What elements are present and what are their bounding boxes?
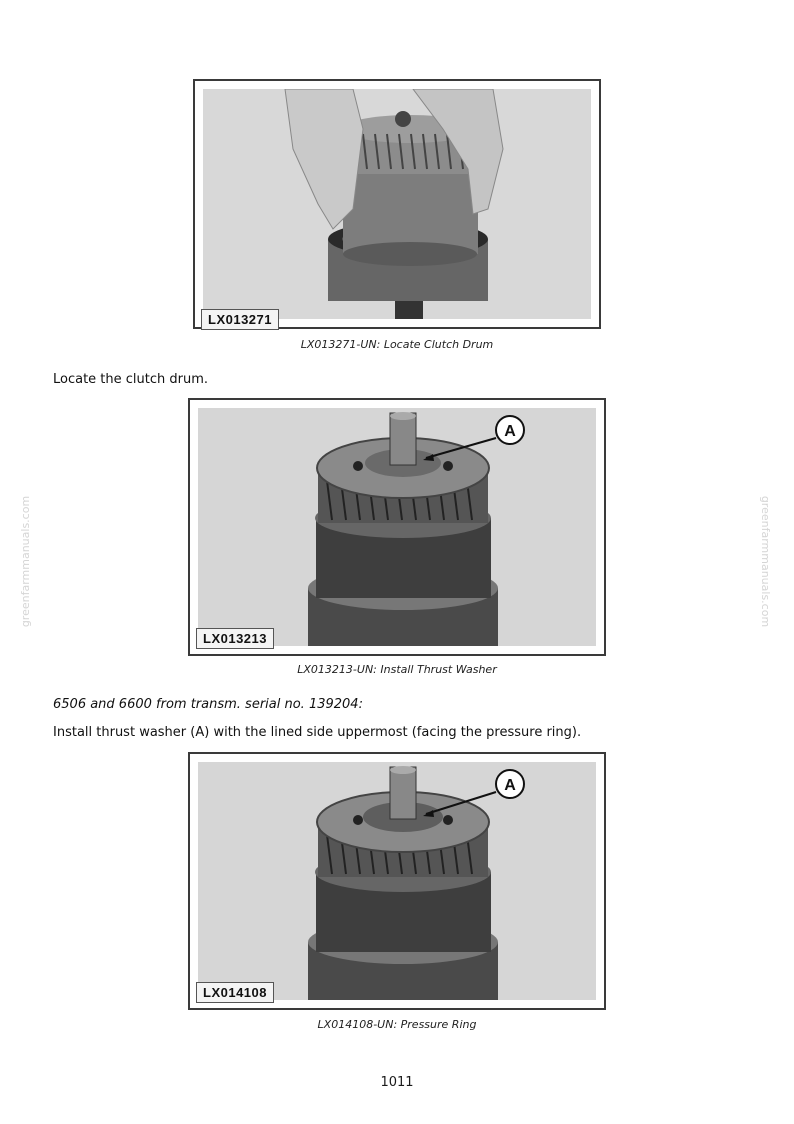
clutch-drum-photo [203,89,591,319]
figure-caption: LX013213-UN: Install Thrust Washer [297,663,497,676]
figure-label: LX013271 [201,309,279,330]
callout-a: A [504,777,516,794]
thrust-washer-photo [198,408,596,646]
figure-pressure-ring [188,752,606,1010]
figure-caption: LX014108-UN: Pressure Ring [317,1018,477,1031]
watermark-left: greenfarmmanuals.com [19,495,33,628]
figure-clutch-drum [193,79,601,329]
watermark-right: greenfarmmanuals.com [759,495,773,628]
serial-note: 6506 and 6600 from transm. serial no. 139204: [53,697,363,712]
locate-instruction: Locate the clutch drum. [53,372,209,387]
install-instruction: Install thrust washer (A) with the lined side uppermost (facing the pressure ring). [53,725,582,740]
pressure-ring-photo [198,762,596,1000]
figure-caption: LX013271-UN: Locate Clutch Drum [300,338,494,351]
page-number: 1011 [380,1075,414,1090]
figure-thrust-washer [188,398,606,656]
callout-a: A [504,423,516,440]
figure-label: LX014108 [196,982,274,1003]
figure-label: LX013213 [196,628,274,649]
